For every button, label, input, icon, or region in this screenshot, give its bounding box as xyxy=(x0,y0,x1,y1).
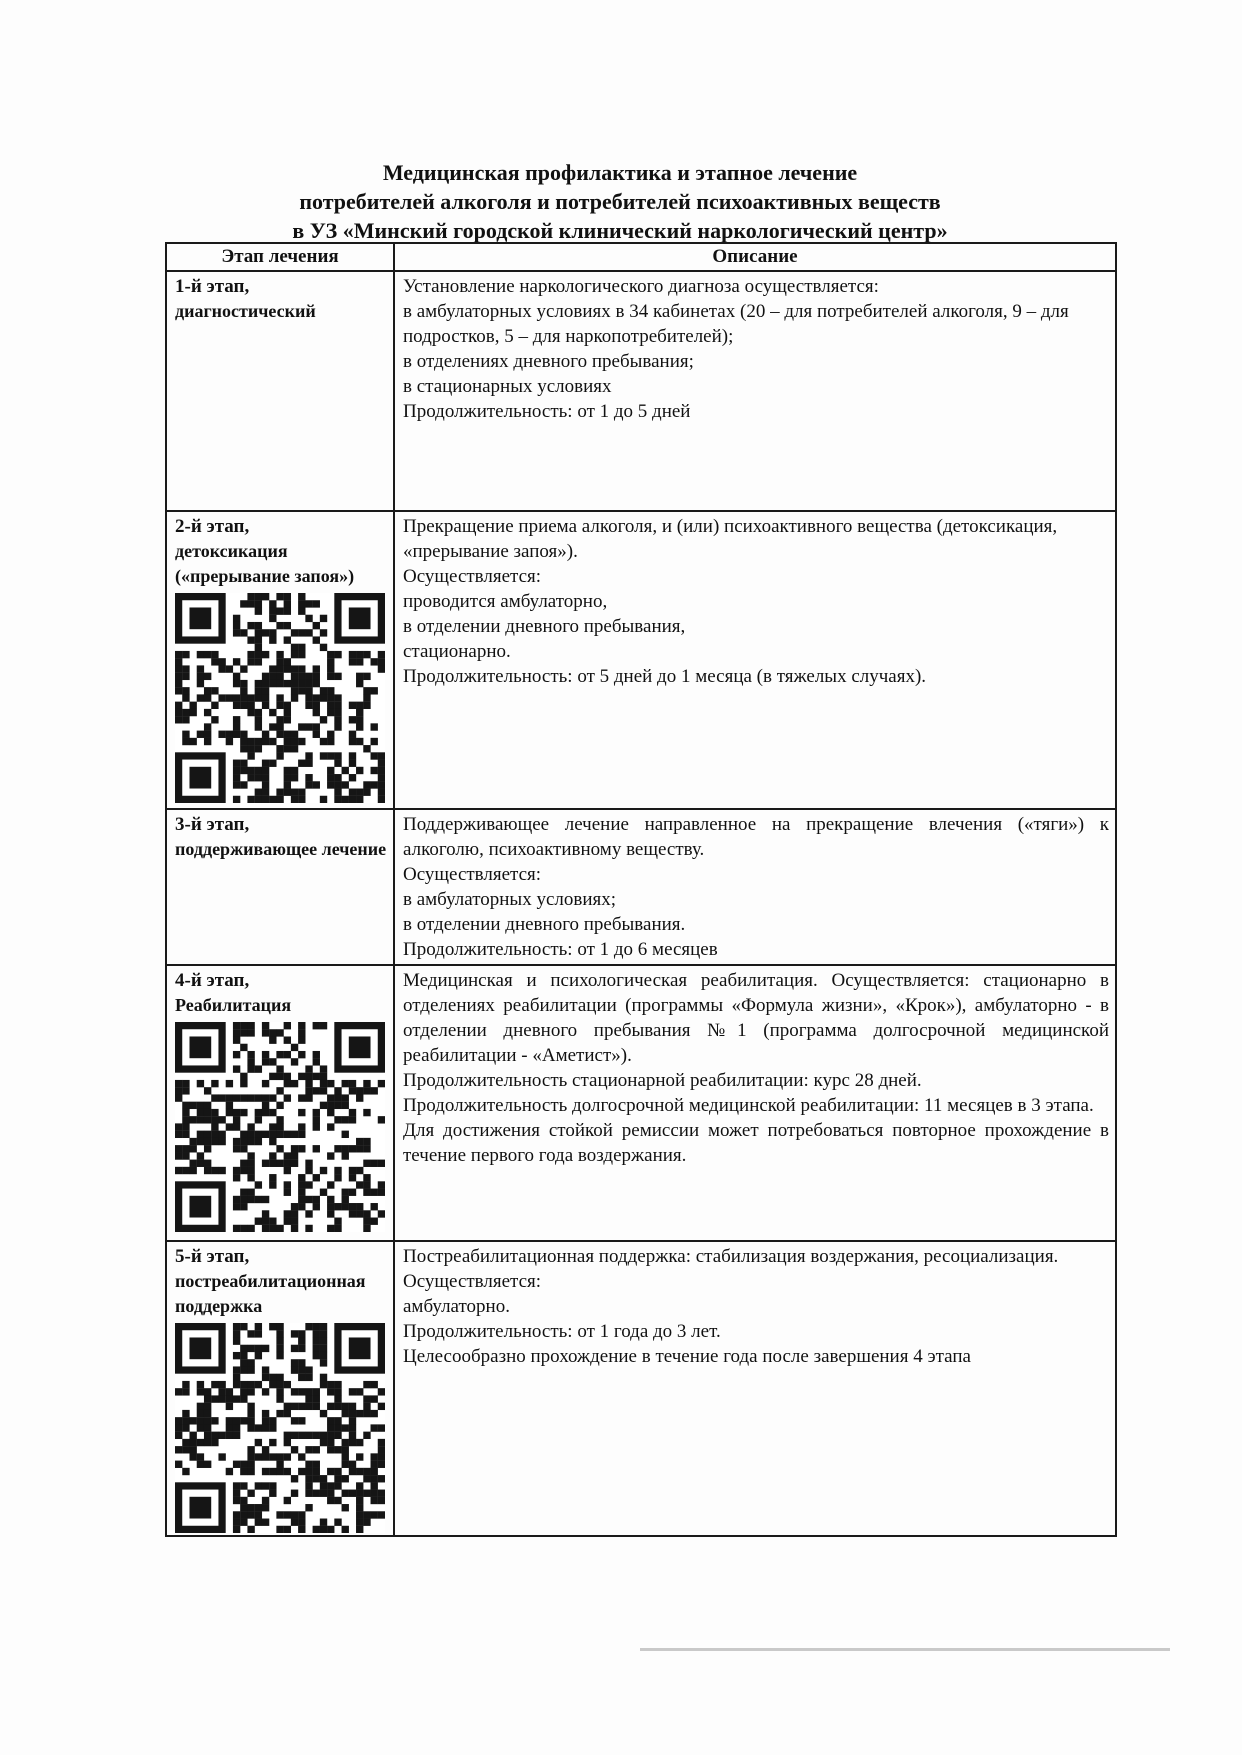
description-line: Поддерживающее лечение направленное на прекращение влечения («тяги») к алкоголю, психоактивному веществу. xyxy=(403,814,1109,860)
stage-title: 1-й этап, xyxy=(175,276,250,297)
stage-cell xyxy=(166,965,394,1241)
description-line: Продолжительность: от 1 до 5 дней xyxy=(403,401,691,422)
table-header-row xyxy=(166,243,1116,271)
stage-title: 5-й этап, xyxy=(175,1246,250,1267)
stage-subtitle: Реабилитация xyxy=(175,995,292,1015)
stage-cell xyxy=(166,511,394,809)
description-line: Осуществляется: xyxy=(403,566,542,587)
description-line: амбулаторно. xyxy=(403,1296,510,1317)
description-line: Осуществляется: xyxy=(403,864,542,885)
table-row xyxy=(166,965,1116,1241)
stage-subtitle: детоксикация («прерывание запоя») xyxy=(175,541,355,586)
qr-code-icon[interactable] xyxy=(175,1022,385,1232)
table-row xyxy=(166,511,1116,809)
stage-title: 4-й этап, xyxy=(175,970,250,991)
treatment-stages-table xyxy=(165,242,1117,1537)
header-stage: Этап лечения xyxy=(166,243,394,271)
description-line: Осуществляется: xyxy=(403,1271,542,1292)
description-line: в отделениях дневного пребывания; xyxy=(403,351,694,372)
table-row xyxy=(166,271,1116,511)
stage-cell xyxy=(166,809,394,965)
description-line: Продолжительность: от 5 дней до 1 месяца (в тяжелых случаях). xyxy=(403,666,927,687)
stage-title: 2-й этап, xyxy=(175,516,250,537)
qr-code-icon[interactable] xyxy=(175,1323,385,1533)
description-line: Целесообразно прохождение в течение года после завершения 4 этапа xyxy=(403,1346,971,1367)
description-cell xyxy=(394,1241,1116,1536)
description-line: Продолжительность стационарной реабилитации: курс 28 дней. xyxy=(403,1070,922,1091)
stage-cell xyxy=(166,1241,394,1536)
document-title xyxy=(160,158,1080,245)
description-line: Продолжительность: от 1 до 6 месяцев xyxy=(403,939,718,960)
stage-subtitle: диагностический xyxy=(175,301,316,321)
stage-title: 3-й этап, xyxy=(175,814,250,835)
description-cell xyxy=(394,511,1116,809)
description-line: Продолжительность: от 1 года до 3 лет. xyxy=(403,1321,721,1342)
stage-cell xyxy=(166,271,394,511)
description-line: в стационарных условиях xyxy=(403,376,612,397)
description-line: стационарно. xyxy=(403,641,511,662)
description-line: в амбулаторных условиях в 34 кабинетах (20 – для потребителей алкоголя, 9 – для подростков, 5 – для наркопотребителей); xyxy=(403,301,1069,347)
scan-artifact-line xyxy=(640,1648,1170,1651)
description-line: в отделении дневного пребывания. xyxy=(403,914,686,935)
table-row xyxy=(166,809,1116,965)
qr-code-icon[interactable] xyxy=(175,593,385,803)
description-line: в отделении дневного пребывания, xyxy=(403,616,686,637)
description-line: Для достижения стойкой ремиссии может потребоваться повторное прохождение в течение первого года воздержания. xyxy=(403,1120,1109,1166)
description-cell xyxy=(394,965,1116,1241)
stage-subtitle: поддерживающее лечение xyxy=(175,839,387,859)
title-line: потребителей алкоголя и потребителей психоактивных веществ xyxy=(299,189,941,214)
description-line: проводится амбулаторно, xyxy=(403,591,608,612)
title-line: в УЗ «Минский городской клинический наркологический центр» xyxy=(292,218,948,243)
description-line: Продолжительность долгосрочной медицинской реабилитации: 11 месяцев в 3 этапа. xyxy=(403,1095,1094,1116)
description-cell xyxy=(394,809,1116,965)
description-line: Медицинская и психологическая реабилитация. Осуществляется: стационарно в отделениях реабилитации (программы «Формула жизни», «Крок»), амбулаторно - в отделении дневного пребывания №1 (программа долгосрочной медицинской реабилитации - «Аметист»). xyxy=(403,970,1109,1066)
description-line: Прекращение приема алкоголя, и (или) психоактивного вещества (детоксикация, «прерывание запоя»). xyxy=(403,516,1058,562)
title-line: Медицинская профилактика и этапное лечение xyxy=(382,160,858,185)
table-row xyxy=(166,1241,1116,1536)
description-line: в амбулаторных условиях; xyxy=(403,889,617,910)
stage-subtitle: постреабилитационная поддержка xyxy=(175,1271,366,1316)
description-line: Постреабилитационная поддержка: стабилизация воздержания, ресоциализация. xyxy=(403,1246,1059,1267)
header-description: Описание xyxy=(394,243,1116,271)
description-cell xyxy=(394,271,1116,511)
description-line: Установление наркологического диагноза осуществляется: xyxy=(403,276,879,297)
